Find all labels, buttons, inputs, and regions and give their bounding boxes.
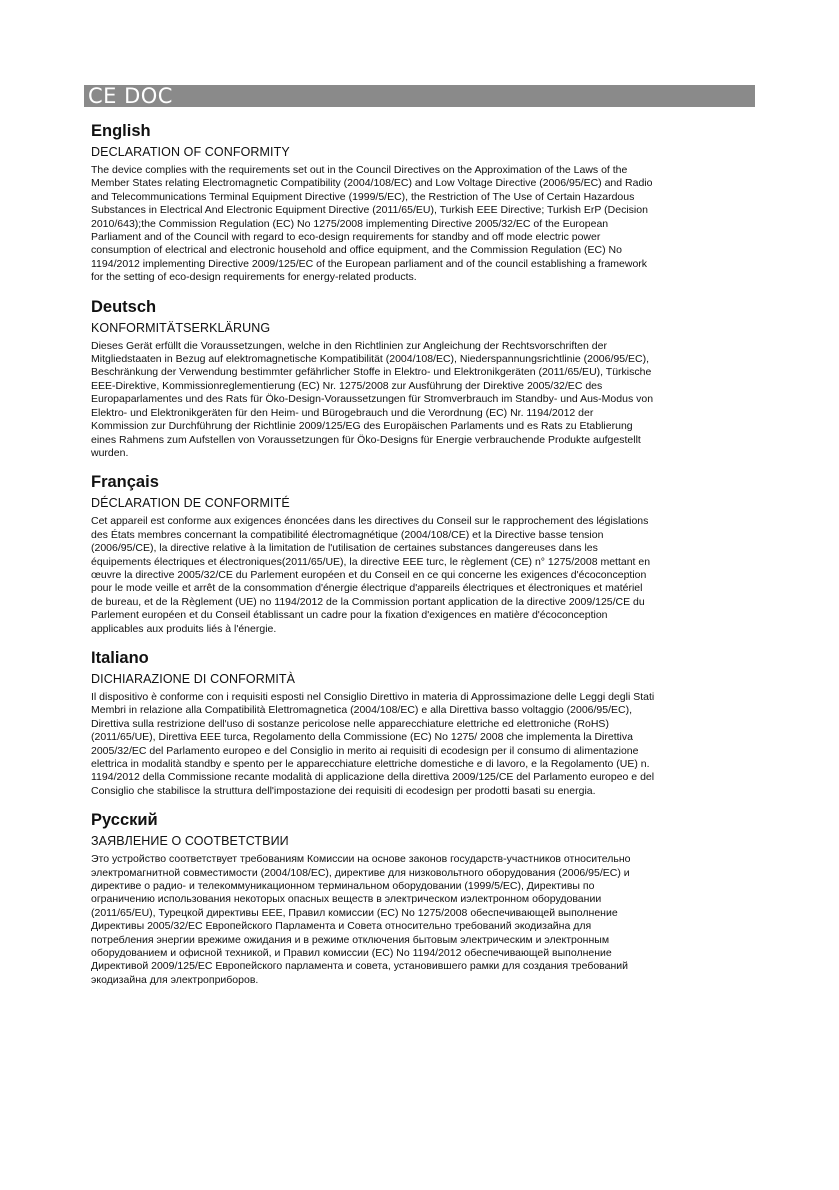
text-line: Il dispositivo è conforme con i requisiti esposti nel Consiglio Direttivo in materia di Approssimazione delle Leggi degli Stati — [91, 690, 655, 703]
text-line: des États membres concernant la compatibilité électromagnétique (2004/108/CE) et la Directive basse tension — [91, 528, 604, 541]
text-line: ограничению использования некоторых опасных веществ в электрическом иэлектронном оборудовании — [91, 893, 602, 906]
section-english — [91, 120, 751, 285]
declaration-text — [91, 340, 751, 461]
text-line: de bureau, et de la Règlement (UE) no 1194/2012 de la Commission portant application de la directive 2009/125/CE du — [91, 595, 645, 608]
text-line: Dieses Gerät erfüllt die Voraussetzungen, welche in den Richtlinien zur Angleichung der Rechtsvorschriften der — [91, 339, 607, 352]
text-line: for the setting of eco-design requirements for energy-related products. — [91, 271, 417, 284]
text-line: Member States relating Electromagnetic Compatibility (2004/108/EC) and Low Voltage Directive (2006/95/EC) and Radio — [91, 177, 653, 190]
text-line: 1194/2012 implementing Directive 2009/125/EC of the European parliament and of the council establishing a framework — [91, 257, 648, 270]
text-line: Mitgliedstaaten in Bezug auf elektromagnetische Kompatibilität (2004/108/EC), Niederspannungsrichtlinie (2006/95/EC), — [91, 353, 649, 366]
section-italiano — [91, 647, 751, 798]
text-line: Cet appareil est conforme aux exigences énoncées dans les directives du Conseil sur le rapprochement des législations — [91, 515, 649, 528]
section-russian — [91, 809, 751, 987]
text-line: consumption of electrical and electronic household and office equipment, and the Commission Regulation (EC) No — [91, 244, 622, 257]
text-line: Parliament and of the Council with regard to eco-design requirements for standby and off mode electric power — [91, 231, 601, 244]
declaration-title: DICHIARAZIONE DI CONFORMITÀ — [91, 671, 296, 686]
text-line: Это устройство соответствует требованиям Комиссии на основе законов государств-участников относительно — [91, 853, 631, 866]
section-francais — [91, 471, 751, 636]
text-line: Consiglio che stabilisce la struttura dell'impostazione dei requisiti di ecodesign per prodotti basati su energia. — [91, 784, 596, 797]
text-line: The device complies with the requirements set out in the Council Directives on the Approximation of the Laws of the — [91, 164, 628, 176]
text-line: Директивой 2009/125/EC Европейского парламента и совета, установившего рамки для создания требований — [91, 960, 629, 973]
text-line: Parlement européen et du Conseil établissant un cadre pour la fixation d'exigences en matière d'écoconception — [91, 609, 608, 622]
declaration-title: DÉCLARATION DE CONFORMITÉ — [91, 496, 290, 511]
text-line: œuvre la directive 2005/32/CE du Parlement européen et du Conseil en ce qui concerne les exigences d'écoconception — [91, 568, 647, 581]
section-deutsch — [91, 296, 751, 461]
text-line: Beschränkung der Verwendung bestimmter gefährlicher Stoffe in Elektro- und Elektronikgeräten (2011/65/EU), Türkische — [91, 366, 652, 379]
text-line: 2010/643);the Commission Regulation (EC) No 1275/2008 implementing Directive 2005/32/EC of the European — [91, 217, 609, 230]
text-line: (2011/65/EU), Турецкой директивы EEE, Правил комиссии (EC) No 1275/2008 обеспечивающей выполнение — [91, 906, 618, 919]
text-line: Elektro- und Elektronikgeräten für den Heim- und Bürogebrauch und die Verordnung (EC) Nr. 1194/2012 der — [91, 406, 594, 419]
text-line: EEE-Direktive, Kommissionreglementierung (EC) Nr. 1275/2008 zur Ausführung der Direktive 2005/32/EC des — [91, 379, 603, 392]
text-line: Europaparlamentes und des Rats für Öko-Design-Voraussetzungen für Stromverbrauch im Standby- und Aus-Modus von — [91, 393, 654, 406]
text-line: (2011/65/UE), Direttiva EEE turca, Regolamento della Commissione (EC) No 1275/ 2008 che implementa la Direttiva — [91, 731, 633, 744]
language-heading: English — [91, 122, 151, 140]
text-line: and Telecommunications Terminal Equipment Directive (1999/5/EC), the Restriction of The Use of Certain Hazardous — [91, 190, 635, 203]
text-line: электромагнитной совместимости (2004/108/EC), директиве для низковольтного оборудования (2006/95/EC) и — [91, 866, 630, 879]
declaration-text — [91, 515, 751, 636]
declaration-text — [91, 164, 751, 285]
text-line: wurden. — [91, 446, 129, 459]
text-line: applicables aux produits liés à l'énergie. — [91, 622, 277, 635]
language-heading: Русский — [91, 811, 158, 830]
declaration-title: KONFORMITÄTSERKLÄRUNG — [91, 320, 271, 335]
text-line: Kommission zur Durchführung der Richtlinie 2009/125/EG des Europäischen Parlaments und es Rats zu Etablierung — [91, 420, 633, 433]
text-line: eines Rahmens zum Aufstellen von Voraussetzungen für Öko-Designs für Energie verbrauchende Produkte aufgestellt — [91, 433, 641, 446]
declaration-title: ЗАЯВЛЕНИЕ О СООТВЕТСТВИИ — [91, 834, 289, 849]
text-line: директиве о радио- и телекоммуникационном терминальном оборудовании (1999/5/EC), Директивы по — [91, 880, 595, 893]
language-heading: Deutsch — [91, 297, 157, 316]
banner-title: CE DOC — [88, 84, 173, 108]
text-line: Директивы 2005/32/EC Европейского Парламента и Совета относительно требований экодизайна для — [91, 920, 592, 933]
language-heading: Italiano — [91, 648, 149, 667]
declaration-title: DECLARATION OF CONFORMITY — [91, 145, 290, 159]
text-line: Membri in relazione alla Compatibilità Elettromagnetica (2004/108/EC) e alla Direttiva basso voltaggio (2006/95/EC), — [91, 704, 633, 717]
text-line: Substances in Electrical And Electronic Equipment Directive (2011/65/EU), Turkish EEE Directive; Turkish ErP (Decision — [91, 204, 648, 217]
text-line: 2005/32/EC del Parlamento europeo e del Consiglio in merito ai requisiti di ecodesign per il consumo di alimentazione — [91, 744, 639, 757]
language-heading: Français — [91, 473, 159, 492]
document-body — [91, 120, 751, 998]
declaration-text — [91, 691, 751, 798]
text-line: équipements électriques et électroniques(2011/65/UE), la directive EEE turc, le règlement (CE) n° 1275/2008 mettant en — [91, 555, 651, 568]
text-line: Direttiva sulla restrizione dell'uso di sostanze pericolose nelle apparecchiature elettriche ed elettroniche (RoHS) — [91, 717, 609, 730]
text-line: (2006/95/CE), la directive relative à la limitation de l'utilisation de certaines substances dangereuses dans les — [91, 542, 598, 555]
text-line: экодизайна для электроприборов. — [91, 973, 259, 986]
text-line: потребления энергии врежиме ожидания и в режиме отключения бытовым электрическим и электронным — [91, 933, 610, 946]
text-line: pour le mode veille et arrêt de la consommation d'énergie électrique d'appareils électriques et électroniques et matériel — [91, 582, 643, 595]
text-line: оборудованием и офисной техникой, и Правил комиссии (EC) No 1194/2012 обеспечивающей выполнение — [91, 947, 612, 960]
text-line: 1194/2012 della Commissione recante modalità di applicazione della direttiva 2009/125/CE del Parlamento europeo e del — [91, 771, 655, 784]
text-line: elettrica in modalità standby e spento per le apparecchiature elettriche domestiche e di lavoro, e la Regolamento (UE) n. — [91, 758, 650, 770]
declaration-text — [91, 853, 751, 987]
ce-doc-banner — [84, 85, 755, 107]
